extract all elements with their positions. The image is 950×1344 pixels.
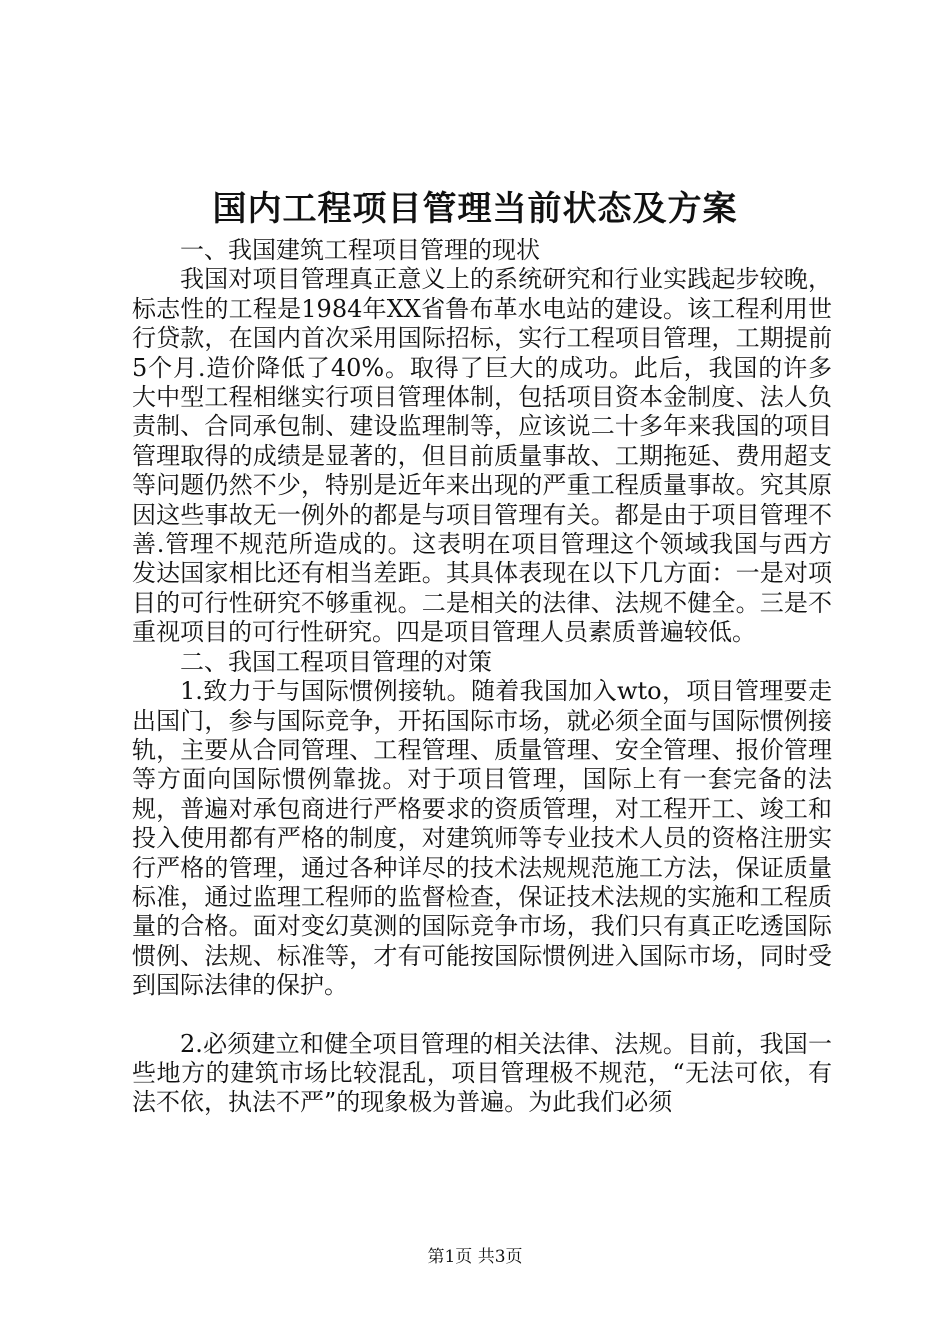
paragraph-international-practice: 1.致力于与国际惯例接轨。随着我国加入wto，项目管理要走出国门，参与国际竞争，开拓国际市场，就必须全面与国际惯例接轨，主要从合同管理、工程管理、质量管理、安全管理、报价管理等方面向国际惯例靠拢。对于项目管理，国际上有一套完备的法规，普遍对承包商进行严格要求的资质管理，对工程开工、竣工和投入使用都有严格的制度，对建筑师等专业技术人员的资格注册实行严格的管理，通过各种详尽的技术法规规范施工方法，保证质量标准，通过监理工程师的监督检查，保证技术法规的实施和工程质量的合格。面对变幻莫测的国际竞争市场，我们只有真正吃透国际惯例、法规、标准等，才有可能按国际惯例进入国际市场，同时受到国际法律的保护。 xyxy=(132,677,832,1000)
document-title: 国内工程项目管理当前状态及方案 xyxy=(212,189,738,229)
section-heading-status: 一、我国建筑工程项目管理的现状 xyxy=(180,236,540,264)
paragraph-laws-regulations: 2.必须建立和健全项目管理的相关法律、法规。目前，我国一些地方的建筑市场比较混乱，项目管理极不规范，“无法可依，有法不依，执法不严”的现象极为普遍。为此我们必须 xyxy=(132,1029,832,1117)
paragraph-status-detail: 我国对项目管理真正意义上的系统研究和行业实践起步较晚，标志性的工程是1984年XX省鲁布革水电站的建设。该工程利用世行贷款，在国内首次采用国际招标，实行工程项目管理，工期提前5个月.造价降低了40%。取得了巨大的成功。此后，我国的许多大中型工程相继实行项目管理体制，包括项目资本金制度、法人负责制、合同承包制、建设监理制等，应该说二十多年来我国的项目管理取得的成绩是显著的，但目前质量事故、工期拖延、费用超支等问题仍然不少，特别是近年来出现的严重工程质量事故。究其原因这些事故无一例外的都是与项目管理有关。都是由于项目管理不善.管理不规范所造成的。这表明在项目管理这个领域我国与西方发达国家相比还有相当差距。其具体表现在以下几方面：一是对项目的可行性研究不够重视。二是相关的法律、法规不健全。三是不重视项目的可行性研究。四是项目管理人员素质普遍较低。 xyxy=(132,265,832,647)
section-heading-countermeasures: 二、我国工程项目管理的对策 xyxy=(180,647,492,676)
page-number-footer: 第1页 共3页 xyxy=(427,1247,523,1267)
document-body xyxy=(132,236,832,1118)
